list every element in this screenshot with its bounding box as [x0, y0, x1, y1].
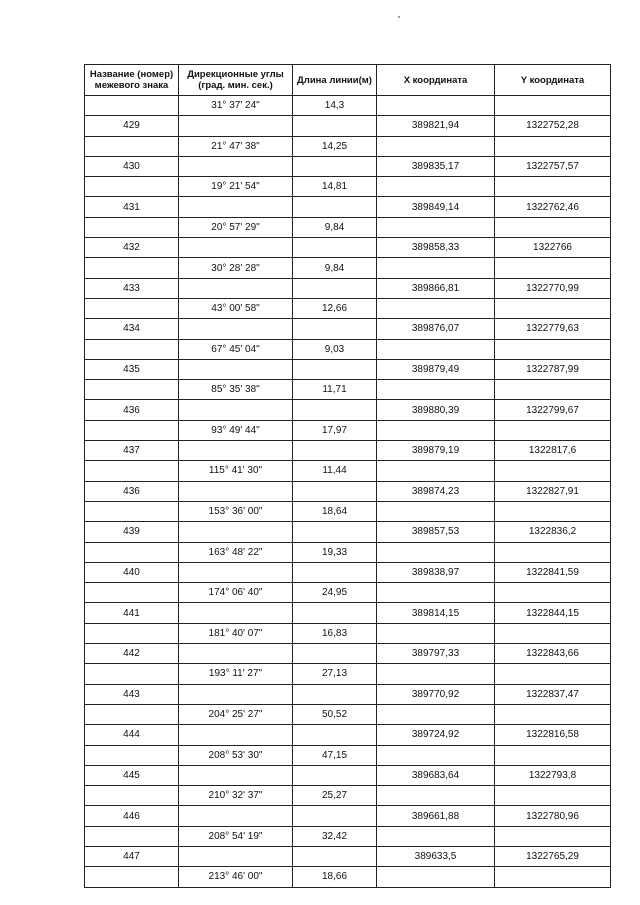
line-row: [85, 177, 611, 197]
x-coordinate-cell: 389814,15: [377, 603, 495, 623]
table-cell-empty: [85, 501, 179, 521]
table-cell-empty: [179, 156, 293, 176]
table-cell-empty: [495, 177, 611, 197]
table-cell-empty: [293, 684, 377, 704]
table-cell-empty: [495, 217, 611, 237]
x-coordinate-cell: 389835,17: [377, 156, 495, 176]
direction-angle-cell: 163° 48' 22": [179, 542, 293, 562]
table-cell-empty: [377, 786, 495, 806]
table-cell-empty: [179, 278, 293, 298]
table-cell-empty: [377, 461, 495, 481]
point-row: [85, 562, 611, 582]
table-cell-empty: [377, 745, 495, 765]
y-coordinate-cell: 1322765,29: [495, 846, 611, 866]
mark-name-cell: 435: [85, 359, 179, 379]
table-cell-empty: [179, 319, 293, 339]
mark-name-cell: 436: [85, 481, 179, 501]
direction-angle-cell: 21° 47' 38": [179, 136, 293, 156]
table-cell-empty: [377, 96, 495, 116]
y-coordinate-cell: 1322799,67: [495, 400, 611, 420]
table-cell-empty: [377, 339, 495, 359]
table-cell-empty: [179, 400, 293, 420]
line-length-cell: 18,64: [293, 501, 377, 521]
point-row: [85, 806, 611, 826]
x-coordinate-cell: 389661,88: [377, 806, 495, 826]
table-cell-empty: [293, 116, 377, 136]
table-cell-empty: [85, 339, 179, 359]
table-cell-empty: [377, 217, 495, 237]
y-coordinate-cell: 1322766: [495, 238, 611, 258]
table-cell-empty: [179, 441, 293, 461]
boundary-coordinates-table: [84, 64, 611, 888]
table-cell-empty: [293, 603, 377, 623]
point-row: [85, 725, 611, 745]
point-row: [85, 278, 611, 298]
line-row: [85, 339, 611, 359]
table-cell-empty: [377, 380, 495, 400]
table-cell-empty: [85, 177, 179, 197]
table-cell-empty: [179, 684, 293, 704]
line-length-cell: 16,83: [293, 623, 377, 643]
line-length-cell: 24,95: [293, 583, 377, 603]
table-cell-empty: [85, 867, 179, 887]
y-coordinate-cell: 1322787,99: [495, 359, 611, 379]
mark-name-cell: 430: [85, 156, 179, 176]
x-coordinate-cell: 389633,5: [377, 846, 495, 866]
direction-angle-cell: 85° 35' 38": [179, 380, 293, 400]
point-row: [85, 116, 611, 136]
y-coordinate-cell: 1322779,63: [495, 319, 611, 339]
point-row: [85, 319, 611, 339]
table-cell-empty: [179, 725, 293, 745]
table-cell-empty: [377, 542, 495, 562]
x-coordinate-cell: 389880,39: [377, 400, 495, 420]
table-cell-empty: [85, 420, 179, 440]
table-cell-empty: [85, 461, 179, 481]
table-cell-empty: [85, 664, 179, 684]
direction-angle-cell: 208° 54' 19": [179, 826, 293, 846]
x-coordinate-cell: 389857,53: [377, 522, 495, 542]
table-cell-empty: [85, 258, 179, 278]
table-cell-empty: [495, 258, 611, 278]
mark-name-cell: 439: [85, 522, 179, 542]
mark-name-cell: 442: [85, 644, 179, 664]
line-length-cell: 9,84: [293, 217, 377, 237]
table-cell-empty: [293, 238, 377, 258]
table-cell-empty: [85, 136, 179, 156]
point-row: [85, 441, 611, 461]
table-cell-empty: [85, 826, 179, 846]
table-cell-empty: [495, 136, 611, 156]
line-row: [85, 298, 611, 318]
mark-name-cell: 440: [85, 562, 179, 582]
header-x-coordinate: X координата: [377, 65, 495, 96]
direction-angle-cell: 93° 49' 44": [179, 420, 293, 440]
table-cell-empty: [377, 136, 495, 156]
line-row: [85, 380, 611, 400]
table-cell-empty: [495, 380, 611, 400]
table-cell-empty: [179, 238, 293, 258]
table-cell-empty: [293, 319, 377, 339]
table-cell-empty: [293, 197, 377, 217]
table-cell-empty: [495, 664, 611, 684]
table-cell-empty: [85, 542, 179, 562]
table-cell-empty: [179, 765, 293, 785]
table-cell-empty: [293, 359, 377, 379]
table-cell-empty: [495, 339, 611, 359]
direction-angle-cell: 67° 45' 04": [179, 339, 293, 359]
direction-angle-cell: 19° 21' 54": [179, 177, 293, 197]
table-cell-empty: [179, 846, 293, 866]
table-cell-empty: [377, 583, 495, 603]
table-cell-empty: [85, 704, 179, 724]
table-cell-empty: [293, 278, 377, 298]
direction-angle-cell: 208° 53' 30": [179, 745, 293, 765]
mark-name-cell: 433: [85, 278, 179, 298]
header-row: [85, 65, 611, 96]
table-cell-empty: [495, 583, 611, 603]
table-cell-empty: [495, 786, 611, 806]
mark-name-cell: 447: [85, 846, 179, 866]
table-cell-empty: [377, 623, 495, 643]
table-cell-empty: [377, 298, 495, 318]
table-cell-empty: [179, 197, 293, 217]
line-length-cell: 47,15: [293, 745, 377, 765]
table-cell-empty: [495, 96, 611, 116]
direction-angle-cell: 204° 25' 27": [179, 704, 293, 724]
y-coordinate-cell: 1322836,2: [495, 522, 611, 542]
point-row: [85, 156, 611, 176]
header-mark-name: Название (номер) межевого знака: [85, 65, 179, 96]
direction-angle-cell: 213° 46' 00": [179, 867, 293, 887]
y-coordinate-cell: 1322843,66: [495, 644, 611, 664]
table-cell-empty: [179, 603, 293, 623]
x-coordinate-cell: 389858,33: [377, 238, 495, 258]
y-coordinate-cell: 1322816,58: [495, 725, 611, 745]
table-cell-empty: [85, 745, 179, 765]
table-cell-empty: [85, 298, 179, 318]
y-coordinate-cell: 1322770,99: [495, 278, 611, 298]
line-row: [85, 583, 611, 603]
table-cell-empty: [293, 441, 377, 461]
scan-speck: [398, 16, 400, 18]
line-row: [85, 96, 611, 116]
line-length-cell: 32,42: [293, 826, 377, 846]
y-coordinate-cell: 1322793,8: [495, 765, 611, 785]
direction-angle-cell: 193° 11' 27": [179, 664, 293, 684]
line-row: [85, 704, 611, 724]
line-length-cell: 17,97: [293, 420, 377, 440]
line-row: [85, 136, 611, 156]
y-coordinate-cell: 1322817,6: [495, 441, 611, 461]
line-row: [85, 786, 611, 806]
x-coordinate-cell: 389770,92: [377, 684, 495, 704]
table-cell-empty: [293, 562, 377, 582]
direction-angle-cell: 30° 28' 28": [179, 258, 293, 278]
table-cell-empty: [293, 522, 377, 542]
line-row: [85, 420, 611, 440]
line-length-cell: 11,44: [293, 461, 377, 481]
line-length-cell: 14,3: [293, 96, 377, 116]
y-coordinate-cell: 1322762,46: [495, 197, 611, 217]
point-row: [85, 644, 611, 664]
table-cell-empty: [293, 846, 377, 866]
header-direction-angle: Дирекционные углы (град. мин. сек.): [179, 65, 293, 96]
line-length-cell: 9,03: [293, 339, 377, 359]
direction-angle-cell: 210° 32' 37": [179, 786, 293, 806]
y-coordinate-cell: 1322837,47: [495, 684, 611, 704]
table-cell-empty: [179, 644, 293, 664]
table-cell-empty: [377, 826, 495, 846]
point-row: [85, 400, 611, 420]
table-cell-empty: [293, 725, 377, 745]
table-cell-empty: [293, 400, 377, 420]
table-cell-empty: [293, 806, 377, 826]
point-row: [85, 846, 611, 866]
table-cell-empty: [377, 258, 495, 278]
line-length-cell: 14,25: [293, 136, 377, 156]
direction-angle-cell: 153° 36' 00": [179, 501, 293, 521]
x-coordinate-cell: 389797,33: [377, 644, 495, 664]
mark-name-cell: 444: [85, 725, 179, 745]
mark-name-cell: 443: [85, 684, 179, 704]
table-cell-empty: [179, 522, 293, 542]
point-row: [85, 603, 611, 623]
line-length-cell: 12,66: [293, 298, 377, 318]
table-cell-empty: [85, 380, 179, 400]
table-cell-empty: [85, 786, 179, 806]
table-cell-empty: [495, 704, 611, 724]
table-cell-empty: [179, 806, 293, 826]
table-cell-empty: [293, 481, 377, 501]
table-cell-empty: [377, 704, 495, 724]
table-cell-empty: [495, 298, 611, 318]
mark-name-cell: 434: [85, 319, 179, 339]
mark-name-cell: 432: [85, 238, 179, 258]
table-cell-empty: [179, 359, 293, 379]
line-row: [85, 542, 611, 562]
x-coordinate-cell: 389849,14: [377, 197, 495, 217]
table-cell-empty: [495, 461, 611, 481]
direction-angle-cell: 115° 41' 30": [179, 461, 293, 481]
table-cell-empty: [377, 867, 495, 887]
table-cell-empty: [293, 765, 377, 785]
table-cell-empty: [293, 156, 377, 176]
point-row: [85, 522, 611, 542]
x-coordinate-cell: 389879,19: [377, 441, 495, 461]
line-row: [85, 745, 611, 765]
point-row: [85, 197, 611, 217]
line-length-cell: 18,66: [293, 867, 377, 887]
line-length-cell: 9,84: [293, 258, 377, 278]
line-row: [85, 623, 611, 643]
mark-name-cell: 429: [85, 116, 179, 136]
y-coordinate-cell: 1322752,28: [495, 116, 611, 136]
point-row: [85, 481, 611, 501]
table-cell-empty: [85, 583, 179, 603]
point-row: [85, 684, 611, 704]
x-coordinate-cell: 389876,07: [377, 319, 495, 339]
line-length-cell: 27,13: [293, 664, 377, 684]
x-coordinate-cell: 389838,97: [377, 562, 495, 582]
y-coordinate-cell: 1322780,96: [495, 806, 611, 826]
y-coordinate-cell: 1322844,15: [495, 603, 611, 623]
table-cell-empty: [377, 177, 495, 197]
direction-angle-cell: 31° 37' 24": [179, 96, 293, 116]
table-cell-empty: [377, 420, 495, 440]
line-length-cell: 25,27: [293, 786, 377, 806]
table-cell-empty: [377, 501, 495, 521]
line-length-cell: 11,71: [293, 380, 377, 400]
table-cell-empty: [85, 96, 179, 116]
x-coordinate-cell: 389879,49: [377, 359, 495, 379]
point-row: [85, 238, 611, 258]
y-coordinate-cell: 1322827,91: [495, 481, 611, 501]
mark-name-cell: 445: [85, 765, 179, 785]
table-cell-empty: [495, 623, 611, 643]
line-row: [85, 461, 611, 481]
line-row: [85, 501, 611, 521]
point-row: [85, 359, 611, 379]
direction-angle-cell: 43° 00' 58": [179, 298, 293, 318]
line-row: [85, 867, 611, 887]
table-cell-empty: [495, 420, 611, 440]
header-y-coordinate: Y координата: [495, 65, 611, 96]
mark-name-cell: 436: [85, 400, 179, 420]
mark-name-cell: 446: [85, 806, 179, 826]
line-length-cell: 14,81: [293, 177, 377, 197]
table-cell-empty: [85, 217, 179, 237]
table-cell-empty: [495, 745, 611, 765]
mark-name-cell: 431: [85, 197, 179, 217]
line-length-cell: 19,33: [293, 542, 377, 562]
line-row: [85, 664, 611, 684]
table-cell-empty: [293, 644, 377, 664]
table-cell-empty: [377, 664, 495, 684]
x-coordinate-cell: 389866,81: [377, 278, 495, 298]
x-coordinate-cell: 389683,64: [377, 765, 495, 785]
header-line-length: Длина линии(м): [293, 65, 377, 96]
mark-name-cell: 437: [85, 441, 179, 461]
line-length-cell: 50,52: [293, 704, 377, 724]
point-row: [85, 765, 611, 785]
table-cell-empty: [495, 501, 611, 521]
table-body: [85, 96, 611, 888]
table-cell-empty: [495, 867, 611, 887]
table-cell-empty: [179, 116, 293, 136]
direction-angle-cell: 20° 57' 29": [179, 217, 293, 237]
x-coordinate-cell: 389821,94: [377, 116, 495, 136]
line-row: [85, 826, 611, 846]
line-row: [85, 258, 611, 278]
table-cell-empty: [179, 481, 293, 501]
direction-angle-cell: 174° 06' 40": [179, 583, 293, 603]
line-row: [85, 217, 611, 237]
direction-angle-cell: 181° 40' 07": [179, 623, 293, 643]
table-cell-empty: [85, 623, 179, 643]
x-coordinate-cell: 389724,92: [377, 725, 495, 745]
y-coordinate-cell: 1322841,59: [495, 562, 611, 582]
table-cell-empty: [179, 562, 293, 582]
y-coordinate-cell: 1322757,57: [495, 156, 611, 176]
x-coordinate-cell: 389874,23: [377, 481, 495, 501]
mark-name-cell: 441: [85, 603, 179, 623]
table-cell-empty: [495, 826, 611, 846]
table-cell-empty: [495, 542, 611, 562]
